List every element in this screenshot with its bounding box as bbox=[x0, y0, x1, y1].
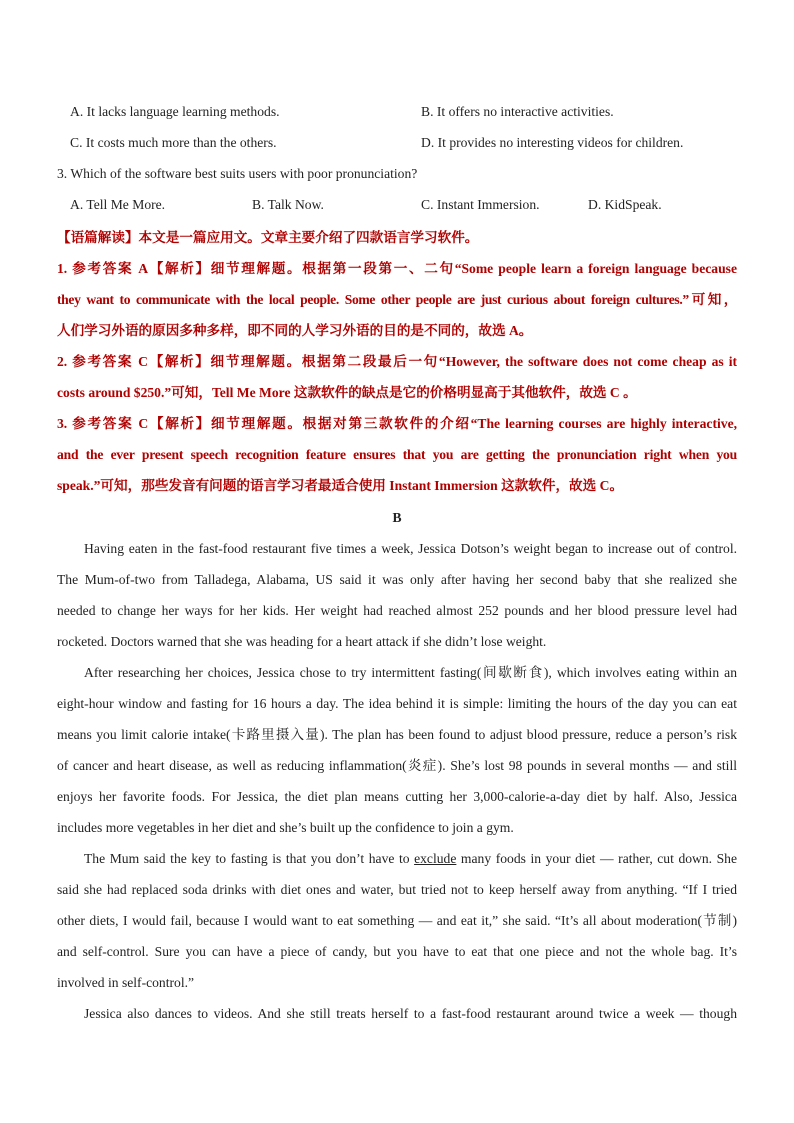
passage-p3-text: The Mum said the key to fasting is that you don’t have to bbox=[84, 851, 415, 866]
q3-options-row bbox=[0, 197, 794, 217]
answer-2-line-1: 2. 参考答案 C【解析】细节理解题。根据第二段最后一句“However, the software does not come cheap as it bbox=[57, 354, 737, 369]
answer-3-line-2: and the ever present speech recognition feature ensures that you are getting the pronunciation right when you bbox=[57, 447, 737, 462]
q3-option-a: A. Tell Me More. bbox=[70, 197, 166, 212]
passage-p1-line: The Mum-of-two from Talladega, Alabama, US said it was only after having her second baby that she realized she bbox=[57, 572, 737, 587]
answer-1-line-1: 1. 参考答案 A【解析】细节理解题。根据第一段第一、二句“Some people learn a foreign language because bbox=[57, 261, 737, 276]
passage-p3-line: and self-control. Sure you can have a piece of candy, but you have to eat that one piece and not the whole bag. It’s bbox=[57, 944, 737, 959]
q3-option-d: D. KidSpeak. bbox=[588, 197, 662, 212]
passage-p2-line: of cancer and heart disease, as well as reducing inflammation(炎症). She’s lost 98 pounds in several months — and still bbox=[57, 758, 737, 773]
answer-3-line-3: speak.”可知，那些发音有问题的语言学习者最适合使用 Instant Immersion 这款软件，故选 C。 bbox=[57, 478, 624, 493]
passage-p1-line: Having eaten in the fast-food restaurant five times a week, Jessica Dotson’s weight began to increase out of control. bbox=[84, 541, 737, 556]
passage-p3-line: other diets, I would fail, because I would want to eat something — and eat it,” she said. “It’s all about moderation(节制) bbox=[57, 913, 737, 928]
q2-option-b: B. It offers no interactive activities. bbox=[421, 104, 614, 119]
passage-p4-line: Jessica also dances to videos. And she still treats herself to a fast-food restaurant around twice a week — though bbox=[84, 1006, 737, 1021]
passage-p2-line: enjoys her favorite foods. For Jessica, the diet plan means cutting her 3,000-calorie-a-day diet by half. Also, Jessica bbox=[57, 789, 737, 804]
passage-p2-line: After researching her choices, Jessica chose to try intermittent fasting(间歇断食), which involves eating within an bbox=[84, 665, 737, 680]
analysis-intro: 【语篇解读】本文是一篇应用文。文章主要介绍了四款语言学习软件。 bbox=[57, 230, 479, 245]
q2-options-row-2 bbox=[0, 135, 794, 155]
passage-p3-text: many foods in your diet — rather, cut down. She bbox=[456, 851, 737, 866]
q2-options-row-1 bbox=[0, 104, 794, 124]
answer-1-line-2: they want to communicate with the local people. Some other people are just curious about foreign cultures.”可知， bbox=[57, 292, 737, 307]
passage-p1-line: needed to change her ways for her kids. Her weight had reached almost 252 pounds and her blood pressure level had bbox=[57, 603, 737, 618]
q2-option-d: D. It provides no interesting videos for children. bbox=[421, 135, 684, 150]
passage bbox=[57, 533, 737, 1029]
passage-p2-line: means you limit calorie intake(卡路里摄入量). The plan has been found to adjust blood pressure, reduce a person’s risk bbox=[57, 727, 737, 742]
answer-analysis bbox=[57, 222, 737, 501]
passage-p3-line: said she had replaced soda drinks with diet ones and water, but tried not to keep herself away from anything. “If I tried bbox=[57, 882, 737, 897]
answer-1-line-3: 人们学习外语的原因多种多样，即不同的人学习外语的目的是不同的，故选 A。 bbox=[57, 323, 533, 338]
passage-p2-line: eight-hour window and fasting for 16 hours a day. The idea behind it is simple: limiting the hours of the day you can eat bbox=[57, 696, 737, 711]
underlined-word-exclude: exclude bbox=[414, 851, 457, 866]
q3-stem: 3. Which of the software best suits users with poor pronunciation? bbox=[57, 166, 418, 181]
passage-p3-line: involved in self-control.” bbox=[57, 975, 195, 990]
section-label: B bbox=[392, 510, 402, 525]
passage-p2-line: includes more vegetables in her diet and she’s built up the confidence to join a gym. bbox=[57, 820, 514, 835]
answer-2-line-2: costs around $250.”可知，Tell Me More 这款软件的缺点是它的价格明显高于其他软件，故选 C 。 bbox=[57, 385, 637, 400]
q3-option-b: B. Talk Now. bbox=[252, 197, 324, 212]
passage-p1-line: rocketed. Doctors warned that she was heading for a heart attack if she didn’t lose weight. bbox=[57, 634, 547, 649]
answer-3-line-1: 3. 参考答案 C【解析】细节理解题。根据对第三款软件的介绍“The learning courses are highly interactive, bbox=[57, 416, 737, 431]
passage-p3-line-1 bbox=[57, 843, 737, 874]
q2-option-c: C. It costs much more than the others. bbox=[70, 135, 277, 150]
q2-option-a: A. It lacks language learning methods. bbox=[70, 104, 280, 119]
q3-option-c: C. Instant Immersion. bbox=[421, 197, 540, 212]
